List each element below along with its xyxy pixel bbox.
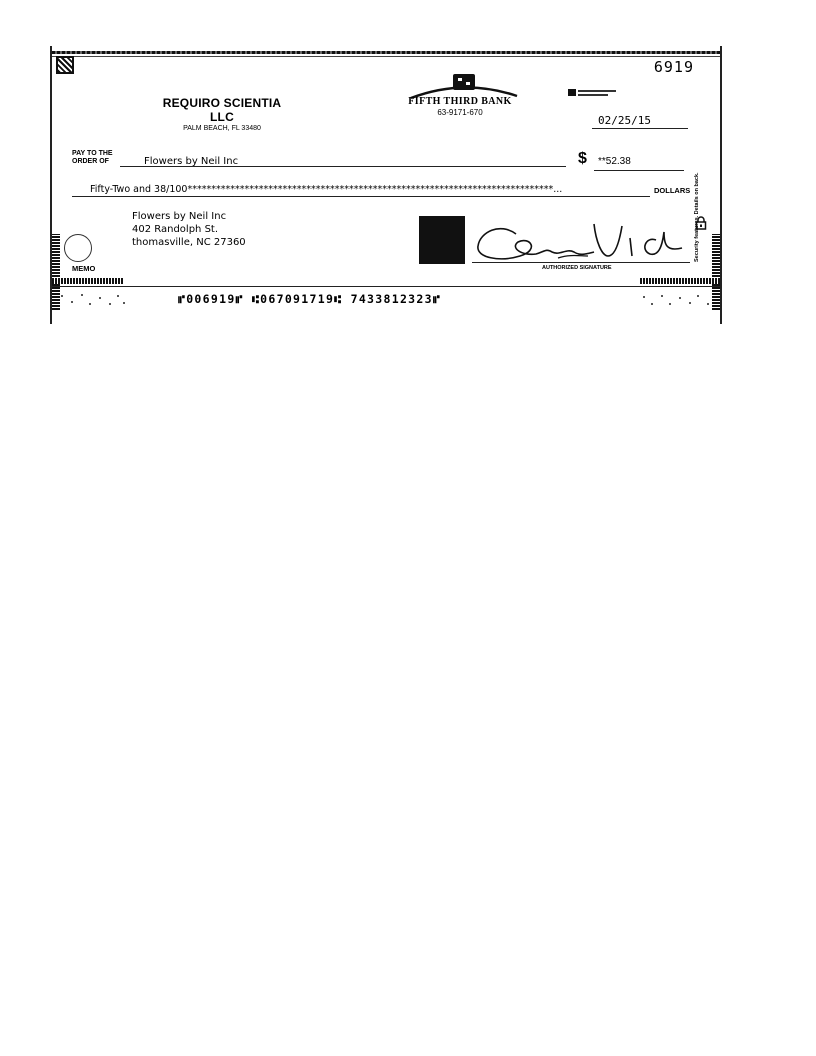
bank-check <box>50 46 722 324</box>
payee-name: Flowers by Neil Inc <box>144 156 239 167</box>
lock-icon <box>695 216 707 230</box>
corner-ornament <box>56 56 74 74</box>
security-badge-icon <box>568 88 618 98</box>
scan-dots-right <box>640 292 714 308</box>
pay-to-label-line2: ORDER OF <box>72 158 109 165</box>
company-block <box>152 96 292 132</box>
memo-label: MEMO <box>72 264 96 273</box>
address-line-3: thomasville, NC 27360 <box>132 237 246 248</box>
watermark-circle <box>64 234 92 262</box>
amount-words: Fifty-Two and 38/100*****************************************************************************... <box>90 184 563 195</box>
microprint-top-border <box>52 51 720 54</box>
company-city: PALM BEACH, FL 33480 <box>183 125 261 132</box>
top-divider <box>52 56 720 57</box>
amount-words-line <box>72 196 650 197</box>
dollars-label: DOLLARS <box>654 186 691 195</box>
payee-address <box>132 210 246 249</box>
security-note <box>694 102 704 262</box>
redaction-block <box>419 216 465 264</box>
bank-routing-fraction: 63-9171-670 <box>437 108 483 117</box>
amount-line <box>594 170 684 171</box>
handwritten-signature <box>470 212 690 268</box>
bottom-right-ornament <box>640 278 720 284</box>
scan-dots-left <box>58 292 128 308</box>
amount-figures: **52.38 <box>598 156 631 167</box>
bank-name: FIFTH THIRD BANK <box>408 96 512 107</box>
micr-line: ⑈006919⑈ ⑆067091719⑆ 7433812323⑈ <box>178 292 442 306</box>
date-line <box>592 128 688 129</box>
address-line-1: Flowers by Neil Inc <box>132 211 227 222</box>
dollar-sign: $ <box>578 150 587 167</box>
bottom-left-ornament <box>52 278 124 284</box>
pay-to-label <box>72 150 113 166</box>
check-number: 6919 <box>653 58 694 76</box>
security-note-text: Security features. Details on back. <box>694 172 700 262</box>
company-name: REQUIRO SCIENTIA LLC <box>162 96 282 124</box>
pay-to-label-line1: PAY TO THE <box>72 150 113 157</box>
address-line-2: 402 Randolph St. <box>132 224 219 235</box>
check-date: 02/25/15 <box>598 114 651 127</box>
signature-line <box>472 262 690 263</box>
bottom-divider <box>52 286 720 287</box>
payee-line <box>120 166 566 167</box>
signature-label: AUTHORIZED SIGNATURE <box>542 265 612 271</box>
